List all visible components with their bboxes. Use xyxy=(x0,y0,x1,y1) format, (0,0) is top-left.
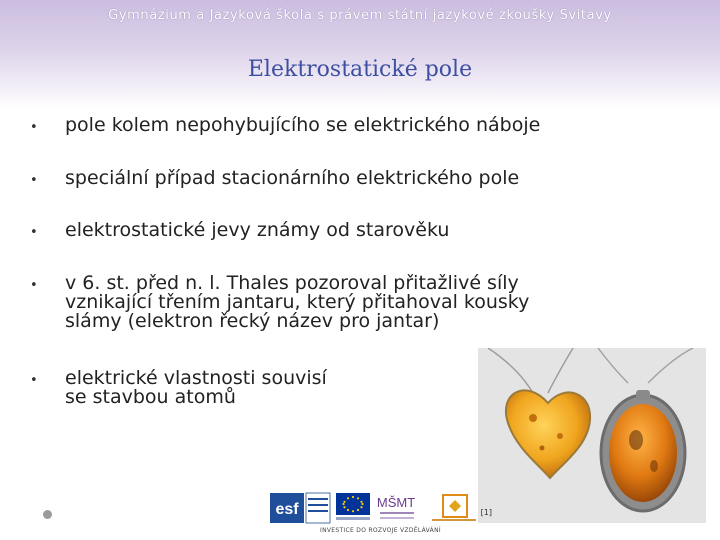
amber-pendants-photo xyxy=(478,348,706,523)
bullet-icon: • xyxy=(30,173,38,188)
bullet-icon: • xyxy=(30,225,38,240)
bullet-text: speciální případ stacionárního elektrického pole xyxy=(65,167,520,189)
sponsor-logos xyxy=(268,490,478,526)
bullet-icon: • xyxy=(30,120,38,135)
bullet-icon: • xyxy=(30,373,38,388)
bullet-text: elektrické vlastnosti souvisí se stavbou atomů xyxy=(65,367,327,408)
svg-text:esf: esf xyxy=(275,501,299,518)
logo-strip xyxy=(268,490,478,536)
slide-indicator-dot xyxy=(43,510,52,519)
amber-pendants-image xyxy=(478,348,706,523)
logo-caption: INVESTICE DO ROZVOJE VZDĚLÁVÁNÍ xyxy=(320,527,441,534)
svg-text:MŠMT: MŠMT xyxy=(376,495,416,510)
bullet-icon: • xyxy=(30,278,38,293)
bullet-item xyxy=(30,274,529,331)
op-vk-logo xyxy=(432,495,476,521)
bullet-text: elektrostatické jevy známy od starověku xyxy=(65,219,450,241)
bullet-item xyxy=(30,169,519,190)
esf-logo xyxy=(270,493,330,523)
bullet-item xyxy=(30,221,449,242)
image-reference: [1] xyxy=(480,508,492,517)
bullet-text: pole kolem nepohybujícího se elektrického náboje xyxy=(65,114,541,136)
slide-title: Elektrostatické pole xyxy=(247,57,473,82)
eu-logo xyxy=(336,493,370,520)
school-name: Gymnázium a Jazyková škola s právem státní jazykové zkoušky Svitavy xyxy=(108,8,612,23)
bullet-item xyxy=(30,116,540,137)
bullet-item xyxy=(30,369,327,407)
bullet-text: v 6. st. před n. l. Thales pozoroval přitažlivé síly vznikající třením jantaru, který přitahoval kousky slámy (elektron řecký název pro jantar) xyxy=(65,272,530,332)
msmt-logo xyxy=(377,495,415,519)
